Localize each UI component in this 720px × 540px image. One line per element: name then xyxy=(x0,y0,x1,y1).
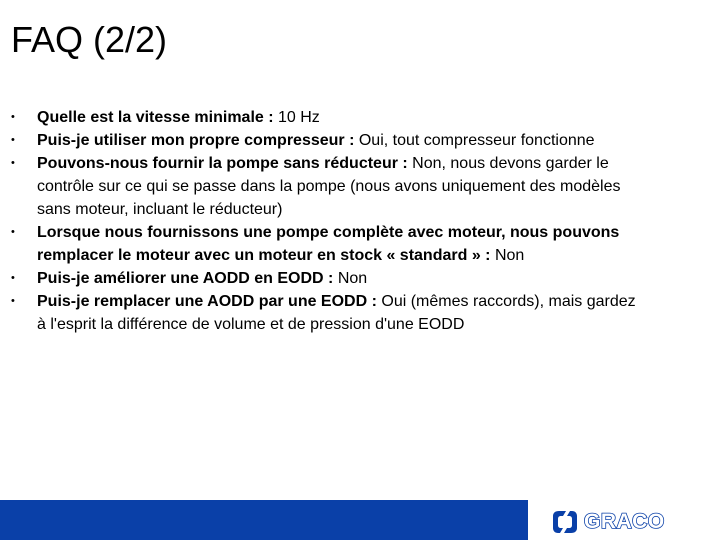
slide-title: FAQ (2/2) xyxy=(11,19,168,60)
faq-item xyxy=(0,129,637,152)
bullet-icon: • xyxy=(11,272,15,284)
graco-logo-text: GRACO xyxy=(584,510,665,533)
faq-item xyxy=(0,267,637,290)
bullet-icon: • xyxy=(11,111,15,123)
faq-question: Pouvons-nous fournir la pompe sans réducteur : xyxy=(37,155,413,172)
faq-question: Puis-je utiliser mon propre compresseur : xyxy=(37,132,359,149)
bullet-icon: • xyxy=(11,134,15,146)
faq-answer: Oui, tout compresseur fonctionne xyxy=(358,132,595,149)
bullet-icon: • xyxy=(11,226,15,238)
bullet-icon: • xyxy=(11,157,15,169)
faq-question: Quelle est la vitesse minimale : xyxy=(37,109,278,126)
faq-list xyxy=(0,106,720,336)
faq-answer: Non xyxy=(494,247,525,264)
footer-bar xyxy=(0,500,528,540)
faq-question: Puis-je remplacer une AODD par une EODD : xyxy=(37,293,382,310)
faq-question: Puis-je améliorer une AODD en EODD : xyxy=(37,270,338,287)
faq-answer: Oui (mêmes raccords), mais gardez à l'esprit la différence de volume et de pression d'une EODD xyxy=(37,293,636,333)
faq-item xyxy=(0,290,637,336)
faq-item xyxy=(0,106,637,129)
faq-item xyxy=(0,221,637,267)
faq-item xyxy=(0,152,637,221)
faq-answer: Non xyxy=(337,270,368,287)
faq-question: Lorsque nous fournissons une pompe complète avec moteur, nous pouvons remplacer le moteur avec un moteur en stock « standard » : xyxy=(37,224,620,264)
faq-answer: 10 Hz xyxy=(278,109,320,126)
bullet-icon: • xyxy=(11,295,15,307)
graco-logo-icon xyxy=(552,510,578,534)
faq-answer: Non, nous devons garder le contrôle sur ce qui se passe dans la pompe (nous avons uniquement des modèles sans moteur, incluant le réducteur) xyxy=(37,155,621,218)
graco-logo xyxy=(552,509,665,535)
